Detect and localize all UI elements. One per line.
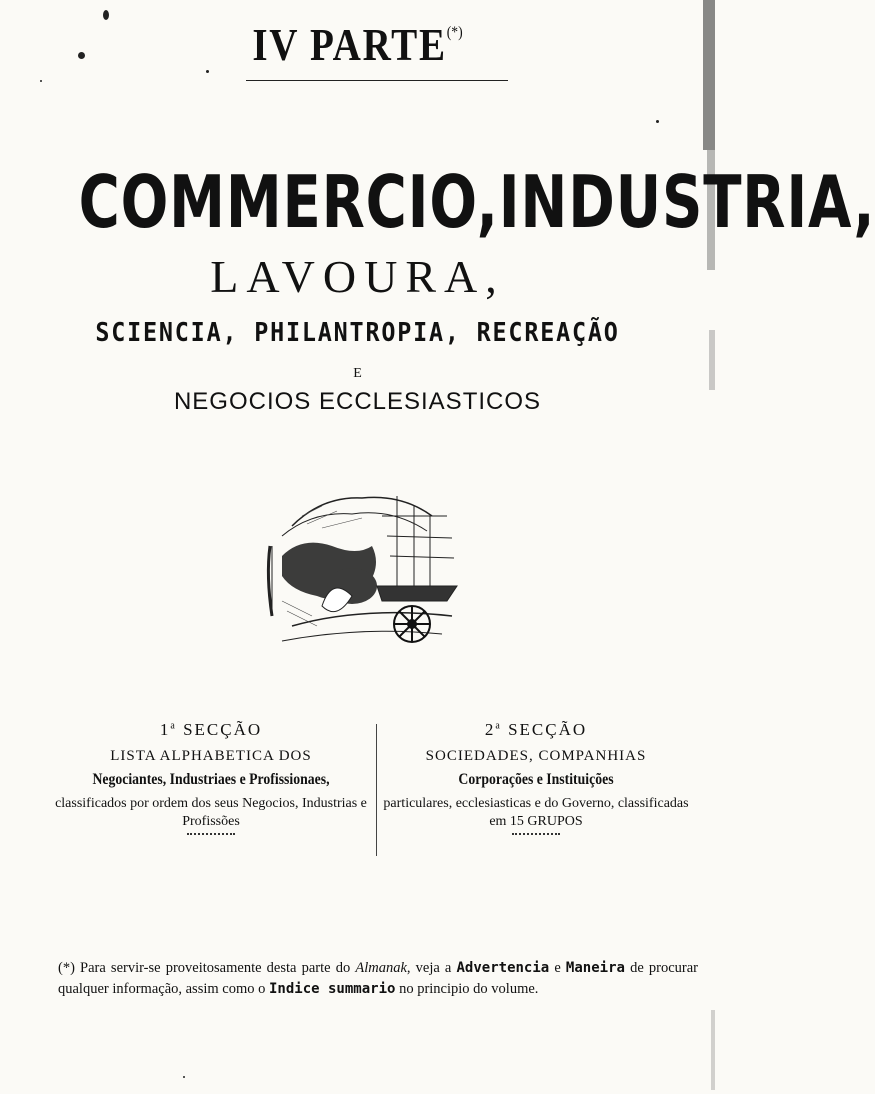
main-title: COMMERCIO,INDUSTRIA, — [78, 160, 875, 244]
section-2-label: SECÇÃO — [508, 720, 588, 739]
footnote-almanak: Almanak — [355, 960, 407, 976]
footnote-advertencia: Advertencia — [456, 960, 550, 976]
section-1-description: classificados por ordem dos seus Negocios, Industrias e Profissões — [55, 796, 367, 829]
part-title-text: IV PARTE — [252, 19, 447, 70]
section-2-categories: Corporações e Instituições — [458, 771, 614, 788]
section-1-number: 1 — [159, 720, 171, 739]
second-title: LAVOURA, — [210, 251, 505, 302]
ink-speck — [183, 1076, 185, 1078]
subjects-line: SCIENCIA, PHILANTROPIA, RECREAÇÃO — [95, 318, 620, 348]
conjunction: E — [353, 366, 362, 381]
section-1-heading — [48, 720, 374, 740]
title-underline — [246, 80, 508, 81]
ecclesiastical-line: NEGOCIOS ECCLESIASTICOS — [173, 388, 542, 415]
part-title — [54, 18, 662, 71]
footnote-text: , veja a — [406, 960, 457, 976]
section-divider — [376, 724, 377, 856]
section-2-ordinal: a — [495, 720, 502, 732]
footnote-text: no principio do volume. — [395, 981, 539, 997]
section-1-categories: Negociantes, Industriaes e Profissionaes, — [92, 771, 330, 788]
section-2-number: 2 — [484, 720, 496, 739]
section-2 — [380, 720, 692, 835]
footnote-text: e — [549, 960, 566, 976]
section-1-ornament — [187, 833, 235, 835]
section-2-description: particulares, ecclesiasticas e do Governo, classificadas em 15 GRUPOS — [383, 796, 689, 829]
section-2-ornament — [512, 833, 560, 835]
footnote-text: de procurar qualquer informação, assim como o — [58, 960, 698, 997]
footnote-indice: Indice summario — [269, 981, 396, 997]
footnote-text: (*) Para servir-se proveitosamente desta parte do — [58, 960, 356, 976]
section-1 — [48, 720, 374, 835]
footnote — [58, 958, 698, 1000]
section-1-ordinal: a — [170, 720, 177, 732]
part-title-note-marker: (*) — [446, 24, 463, 41]
section-1-label: SECÇÃO — [183, 720, 263, 739]
ink-speck — [40, 80, 42, 82]
ink-speck — [656, 120, 659, 123]
ships-and-wheel-engraving-icon — [262, 476, 460, 654]
section-2-heading — [380, 720, 692, 740]
section-2-list-title: SOCIEDADES, COMPANHIAS — [425, 748, 647, 764]
section-1-list-title: LISTA ALPHABETICA DOS — [110, 748, 312, 764]
footnote-maneira: Maneira — [565, 960, 625, 976]
